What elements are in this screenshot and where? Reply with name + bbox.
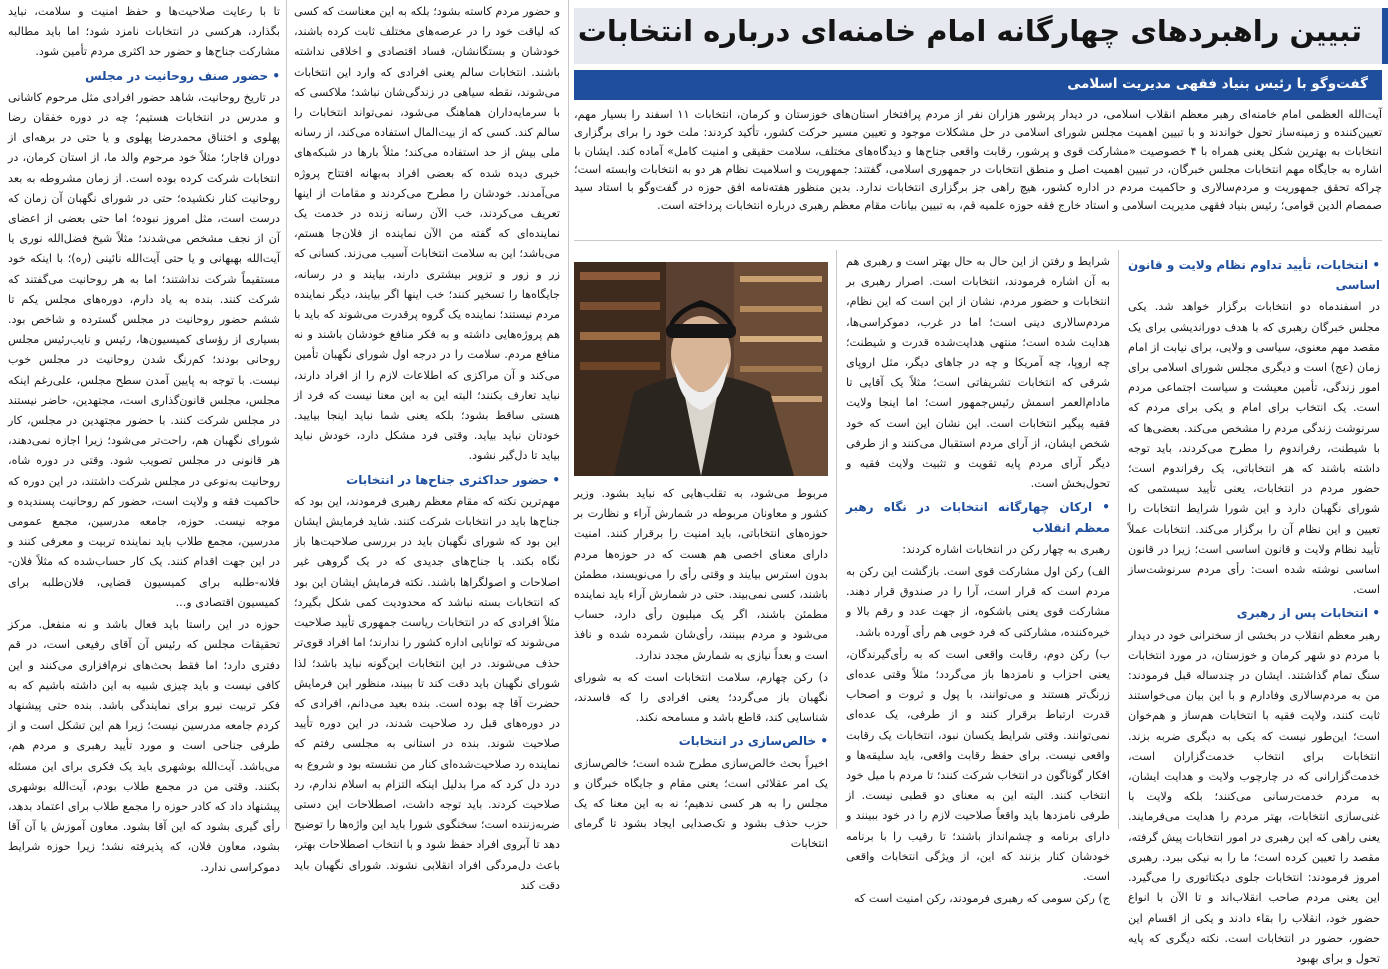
paragraph: مربوط می‌شود، به تقلب‌هایی که نباید بشود. وزیر کشور و معاونان مربوطه در شمارش آراء و نظارت بر حوزه‌های انتخاباتی، باید امنیت را برقرار کنند. امنیت دارای معنای اخصی هم هست که در حوزه‌ها مردم بدون استرس بیایند و وقتی رأی را می‌نویسند، مطمئن باشند، کسی نمی‌بیند. حتی در شمارش آراء باید نماینده مطمئن باشند، اگر یک میلیون رأی دارد، حساب می‌شود و مردم ببینند، رأی‌شان شمرده شده و نافذ است و بعداً نیازی به شمارش مجدد ندارد. bbox=[574, 487, 828, 662]
interviewee-photo bbox=[574, 262, 828, 476]
paragraph: مهم‌ترین نکته که مقام معظم رهبری فرمودند، این بود که جناح‌ها باید در انتخابات شرکت کنند. شاید فرمایش ایشان این بود که شورای نگهبان باید در بررسی صلاحیت‌ها باز نگاه بکند. یا جناح‌های جدیدی که در یک گروهی غیر اصلاحات و اصولگراها باشند. نکته فرمایش ایشان این بود که انتخابات بسته نباشد که محدودیت کمی شکل بگیرد؛ مثلاً افرادی که در انتخابات ریاست جمهوری تأیید صلاحیت می‌شوند که توانایی اداره کشور را ندارند؛ اما افراد قوی‌تر حذف می‌شوند. در این انتخابات این‌گونه نباید باشد؛ لذا شورای نگهبان باید دقت کند تا ببیند، منظور این فرمایش حضرت آقا چه بوده است. بنده بعید می‌دانم، افرادی که در دوره‌های قبل رد صلاحیت شدند، در این دوره تأیید صلاحیت شوند. بنده در استانی به مجلسی رفتم که نماینده رد صلاحیت‌شده‌ای کنار من نشسته بود و شروع به درد دل کرد که مرا بدلیل اینکه التزام به اسلام ندارم، رد صلاحیت کردند. باید توجه داشت، اصطلاحات این دستی ضربه‌زننده است؛ سخنگوی شورا باید این واژه‌ها را توضیح دهد تا آبروی افراد حفظ شود و با انتخاب اصطلاحات بهتر، باعث دل‌مردگی افراد انقلابی نشوند. شورای نگهبان باید دقت کند bbox=[294, 494, 560, 892]
column-5 bbox=[8, 2, 280, 874]
section-heading: • ارکان چهارگانه انتخابات در نگاه رهبر معظم انقلاب bbox=[846, 497, 1110, 537]
section-heading: • انتخابات پس از رهبری bbox=[1128, 603, 1380, 623]
paragraph: ب) رکن دوم، رقابت واقعی است که به رأی‌گیرندگان، یعنی احزاب و نامزدها باز می‌گردد؛ مثلاً وقتی عده‌ای زرنگ‌تر هستند و می‌توانند، با پول و ثروت و اصحاب قدرت ارتباط برقرار کنند و از طرفی، یک عده‌ای نمی‌توانند. وقتی شرایط یکسان نبود، انتخابات یک رقابت واقعی نیست. برای حفظ رقابت واقعی، باید سلیقه‌ها و افکار گوناگون در انتخاب شرکت کنند؛ تا مردم با میل خود انتخاب کنند. البته این به معنای دو قطبی نیست. از طرفی نامزدها باید واقعاً صلاحیت لازم را در خود ببینند و دارای برنامه و چشم‌انداز باشند؛ تا رقیب را با برنامه خودشان کنار بزنند که این، از ویژگی انتخابات واقعی است. bbox=[846, 647, 1110, 884]
column-divider bbox=[836, 250, 837, 829]
paragraph: در تاریخ روحانیت، شاهد حضور افرادی مثل مرحوم کاشانی و مدرس در انتخابات هستیم؛ چه در دوره خفقان رضا پهلوی و اختناق محمدرضا پهلوی و یا حتی در برهه‌ای از دوران قاجار؛ مثلاً خود مرحوم والد ما، از استان کرمان، در انتخابات شرکت کرده بوده است. از زمان مشروطه به بعد روحانیت کنار نکشیده؛ حتی در شورای نگهبان آن زمان که درست است، مثل امروز نبوده؛ اما حتی بعضی از اعضای آن از نجف مشخص می‌شدند؛ مثلاً شیخ فضل‌الله نوری یا آیت‌الله بهبهانی و یا حتی آیت‌الله نائینی (ره)؛ با اینکه خود مستقیماً شرکت نداشتند؛ اما به هر روحانیت می‌گفتند که شرکت کنند. بنده به یاد دارم، دوره‌های مجلس یکم تا ششم حضور روحانیت در مجلس گسترده و شاخص بود. بسیاری از رؤسای کمیسیون‌ها، رئیس و نایب‌رئیس مجلس روحانی بودند؛ کم‌رنگ شدن روحانیت در مجلس خوب نیست. با توجه به پایین آمدن سطح مجلس، علی‌رغم اینکه مجلس، مجلس قانون‌گذاری است، مجتهدین، حاضر نیستند در مجلس شرکت کنند. با حضور مجتهدین در مجلس، کار شورای نگهبان هم، راحت‌تر می‌شود؛ زیرا اجازه نمی‌دهند، هر قانونی در مجلس تصویب شود. وقتی در دوره شاه، روحانیت به‌نوعی در مجلس شرکت داشتند، در این دوره که حاکمیت فقه و ولایت است، حضور کم روحانیت پسندیده و موجه نیست. حوزه، جامعه مدرسین، مجمع عمومی مدرسین، مجمع طلاب باید نماینده تربیت و معرفی کنند و در این جهت اقدام کنند. یک کار حساب‌شده که مثلاً فلان-فلانه-طلبه برای کمیسیون قضایی، فلان‌طلبه برای کمیسیون اقتصادی و... bbox=[8, 90, 280, 609]
column-divider bbox=[568, 0, 569, 829]
section-heading: • حضور حداکثری جناح‌ها در انتخابات bbox=[294, 470, 560, 490]
column-divider bbox=[1118, 250, 1119, 829]
column-2 bbox=[846, 252, 1110, 906]
column-divider bbox=[286, 0, 287, 829]
article-subtitle: گفت‌وگو با رئیس بنیاد فقهی مدیریت اسلامی bbox=[1067, 76, 1368, 92]
section-heading: • خالص‌سازی در انتخابات bbox=[574, 731, 828, 751]
paragraph: و حضور مردم کاسته بشود؛ بلکه به این معناست که کسی که لیاقت خود را در عرصه‌های مختلف ثابت کرده باشند، خودشان و بستگانشان، فساد اقتصادی و اخلاقی نداشته باشند. انتخابات سالم یعنی افرادی که وارد این انتخابات می‌شوند، نقطه سیاهی در زندگی‌شان نباشد؛ ملاکسی که با سرمایه‌داران هماهنگ می‌شود، نمی‌تواند انتخابات را سالم کند. کسی که از بیت‌المال استفاده می‌کند، از رسانه ملی بیش از حد استفاده می‌کند؛ مثلاً بارها در شبکه‌های خبری دیده شده که بعضی افراد به‌بهانه افتتاح پروژه می‌آمدند. خودشان را مطرح می‌کردند و مقامات از اینها تعریف می‌کردند، خب الآن رسانه زنده در خدمت یک نماینده‌ای که گفته من الآن نماینده از فلان‌جا هستم، می‌باشد؛ این به سلامت انتخابات آسیب می‌زند. کسانی که زر و زور و تزویر بیشتری دارند، بیایند و در رسانه، جایگاه‌ها را تسخیر کنند؛ خب اینها اگر بیایند، دیگر نماینده مردم نیستند؛ نماینده یک گروه پرقدرت می‌شوند که باید با هم پروژه‌هایی داشته و به فکر منافع خودشان باشند و نه منافع مردم. سلامت را در درجه اول شورای نگهبان تأمین می‌کند و آن مراکزی که اطلاعات لازم را از افراد دارند، نباید تعارف بکنند؛ البته این به این معنا نیست که فرد از هستی ساقط بشود؛ بلکه یعنی شما نباید اینجا بیایید. خودتان نباید بیاید. وقتی فرد مشکل دارد، خودش نباید بیاید تا دل‌گیر نشود. bbox=[294, 5, 560, 463]
paragraph: تا با رعایت صلاحیت‌ها و حفظ امنیت و سلامت، نباید بگذارد، هرکسی در انتخابات نامزد شود؛ اما باید مطالبه مشارکت جناح‌ها و حضور حد اکثری مردم تأمین شود. bbox=[8, 5, 280, 59]
subtitle-bar bbox=[574, 70, 1382, 100]
paragraph: د) رکن چهارم، سلامت انتخابات است که به شورای نگهبان باز می‌گردد؛ یعنی افرادی را که فاسدند، شناسایی کند، قاطع باشد و مسامحه نکند. bbox=[574, 670, 828, 725]
paragraph: اخیراً بحث خالص‌سازی مطرح شده است؛ خالص‌سازی یک امر عقلائی است؛ یعنی مقام و جایگاه خبرگان و مجلس را به هر کسی ندهیم؛ نه به این معنا که یک حزب حذف بشود و تک‌صدایی ایجاد بشود تا گرمای انتخابات bbox=[574, 756, 828, 851]
lead-divider bbox=[574, 240, 1382, 241]
paragraph: رهبری به چهار رکن در انتخابات اشاره کردند: bbox=[902, 542, 1110, 556]
title-box bbox=[574, 8, 1388, 64]
paragraph: رهبر معظم انقلاب در بخشی از سخنرانی خود در دیدار با مردم دو شهر کرمان و خوزستان، در مورد انتخابات سنگ تمام گذاشتند. ایشان در چندساله قبل فرمودند: من به مردم‌سالاری وفادارم و با این بیان می‌خواستند ثابت کنند، ولایت فقیه با انتخابات هم‌ساز و هم‌خوان است؛ این‌طور نیست که یکی به دیگری ضربه بزند. انتخابات برای انتخاب خدمت‌گزاران است، خدمت‌گزارانی که در چارچوب ولایت و هدایت ایشان، به مردم خدمت‌رسانی می‌کنند؛ بلکه ولایت با غنی‌سازی انتخابات، بهتر مردم را هدایت می‌فرمایند. یعنی راهی که این رهبری در امور انتخابات پیش گرفته، مقصد را تعیین کرده است؛ ما را به نیکی ببرد. رهبری امروز فرمودند: انتخابات جلوی دیکتاتوری را می‌گیرد. این یعنی مردم صاحب انقلاب‌اند و تا الآن با انواع حضور خود، انقلاب را بقاء دادند و یکی از اقسام این حضور، حضور در انتخابات است. نکته دیگری که پایه تحول و برای بهبود bbox=[1128, 628, 1380, 965]
column-4 bbox=[294, 2, 560, 892]
column-3 bbox=[574, 484, 828, 851]
article-lead: آیت‌الله العظمی امام خامنه‌ای رهبر معظم انقلاب اسلامی، در دیدار پرشور هزاران نفر از مردم پرافتخار استان‌های خوزستان و کرمان، انتخابات ۱۱ اسفند را بسیار مهم، تعیین‌کننده و زمینه‌ساز تحول خواندند و با تبیین اهمیت مجلس شورای اسلامی در حل مشکلات موجود و تعیین مسیر حرکت کشور، تأکید کردند: ملت خود را برای برگزاری انتخابات به بهترین شکل یعنی همراه با ۴ خصوصیت «مشارکت قوی و پرشور، رقابت واقعی جناح‌ها و دیدگاه‌های مختلف، سلامت حقیقی و امنیت کامل» آماده کند. ایشان با اشاره به جایگاه مهم انتخابات مجلس خبرگان، در تبیین اهمیت اصل و منطق انتخابات در جمهوری اسلامی، گفتند: جمهوریت و اسلامیت نظام هر دو به انتخابات وابسته است؛ چراکه تحقق جمهوریت و مردم‌سالاری و حاکمیت مردم در اداره کشور، هیچ راهی جز برگزاری انتخابات ندارد. بدین منظور هفته‌نامه افق حوزه در گفت‌وگو با استاد سید صمصام الدین قوامی؛ رئیس بنیاد فقهی مدیریت اسلامی و استاد خارج فقه حوزه علمیه قم، به تبیین بیانات مقام معظم رهبری درباره انتخابات پرداخته است. bbox=[574, 108, 1382, 213]
section-heading: • حضور صنف روحانیت در مجلس bbox=[8, 66, 280, 86]
paragraph: در اسفندماه دو انتخابات برگزار خواهد شد. یکی مجلس خبرگان رهبری که با هدف دوراندیشی برای یک مقصد مهم معنوی، سیاسی و ولایی، برای نیابت از امام زمان (عج) است و دیگری مجلس شورای اسلامی برای امور زندگی، تأمین معیشت و سیاست اجتماعی مردم است. یک انتخاب برای امام و یکی برای مردم که سرنوشت زندگی مردم را مشخص می‌کند. بعضی‌ها که با شیطنت، رفراندوم را مطرح می‌کردند، باید توجه داشته باشند که هر انتخاباتی، یک رفراندوم است؛ حضور مردم در انتخابات، یعنی تأیید سیستمی که شورای نگهبان دارد و این شورا شرایط انتخابات را تعیین و این نظام آن را برگزار می‌کند. انتخابات عملاً تأیید نظام ولایت و قانون اساسی است؛ زیرا در قانون اساسی نوشته شده است: رأی مردم سرنوشت‌ساز است. bbox=[1128, 300, 1380, 597]
paragraph: ج) رکن سومی که رهبری فرمودند، رکن امنیت است که bbox=[854, 892, 1110, 906]
paragraph: شرایط و رفتن از این حال به حال بهتر است و رهبری هم به آن اشاره فرمودند، انتخابات است. اصرار رهبری بر انتخابات و حضور مردم، نشان از این است که این نظام، مردم‌سالاری دینی است؛ اما در غرب، دموکراسی‌ها، هدایت شده است؛ منتهی هدایت‌شده قدرت و شیطنت؛ چه اروپا، چه آمریکا و چه در جاهای دیگر، مثل اروپای شرقی که انتخابات تشریفاتی است؛ مثلاً یک آقایی تا مادام‌العمر اسمش رئیس‌جمهور است؛ اما اینجا ولایت فقیه پیگیر انتخابات است. این نشان این است که خود شخص ایشان، از آرای مردم استقبال می‌کنند و از طرفی دیگر آرای مردم پایه تقویت و تثبیت ولایت فقیه و تحول‌بخش است. bbox=[846, 255, 1110, 491]
paragraph: حوزه در این راستا باید فعال باشد و نه منفعل. مرکز تحقیقات مجلس که رئیس آن آقای رفیعی است، در قم دفتری دارد؛ اما فقط بحث‌های نرم‌افزاری می‌کنند و این کافی نیست و باید چیزی شبیه به این داشته باشیم که به فکر تربیت نیرو برای نمایندگی باشد. بنده حتی پیشنهاد کردم جامعه مدرسین نیست؛ زیرا هم این تشکل است و از طرفی جناحی است و مورد تأیید رهبری و مردم هم، می‌باشد. آیت‌الله بوشهری باید یک فکری برای این مسئله بکنند. وقتی من در مجمع طلاب بودم، آیت‌الله بوشهری پیشنهاد داد که کادر حوزه را مجمع طلاب برای اعتماد بدهد، رأی گیری بشود که این آقا بشود. معاون آموزش یا آن آقا بشود، معاون فلان، که پذیرفته نشد؛ زیرا حوزه شرایط دموکراسی ندارد. bbox=[8, 618, 280, 874]
column-1 bbox=[1128, 252, 1380, 965]
article-title: تبیین راهبردهای چهارگانه امام خامنه‌ای درباره انتخابات bbox=[577, 14, 1362, 48]
paragraph: الف) رکن اول مشارکت قوی است. بازگشت این رکن به مردم است که قرار است، آرا را در صندوق قرار دهند. مشارکت قوی یعنی باشکوه، از جهت عدد و رقم بالا و خیره‌کننده، مشارکتی که فرد خوبی هم رأی آورده باشد. bbox=[846, 565, 1110, 639]
portrait-photo-icon bbox=[574, 262, 828, 476]
section-heading: • انتخابات، تأیید تداوم نظام ولایت و قانون اساسی bbox=[1128, 255, 1380, 295]
